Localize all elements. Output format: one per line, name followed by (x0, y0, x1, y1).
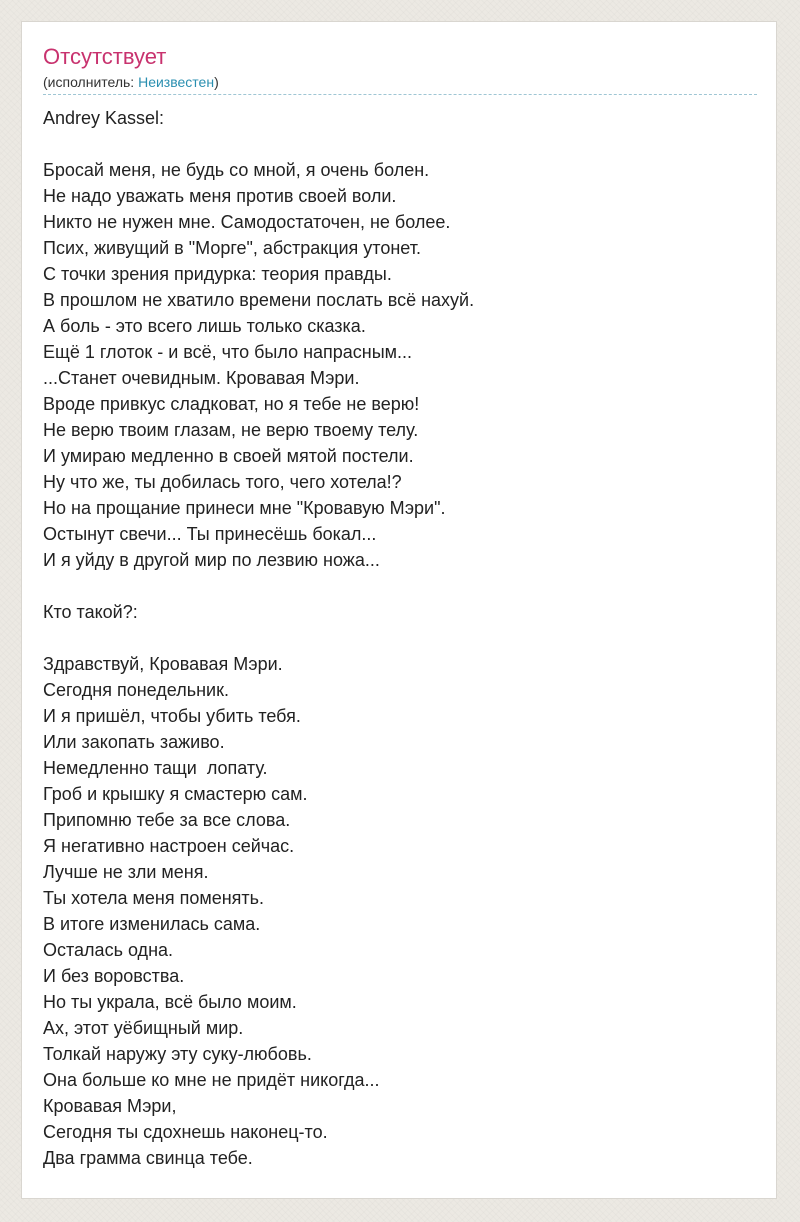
lyric-line: Псих, живущий в "Морге", абстракция утонет. (43, 238, 421, 258)
lyric-line: И я уйду в другой мир по лезвию ножа... (43, 550, 380, 570)
lyric-line: А боль - это всего лишь только сказка. (43, 316, 366, 336)
lyric-line: Никто не нужен мне. Самодостаточен, не более. (43, 212, 451, 232)
lyric-line: Немедленно тащи лопату. (43, 758, 268, 778)
lyric-line: Припомню тебе за все слова. (43, 810, 291, 830)
lyric-line: В прошлом не хватило времени послать всё нахуй. (43, 290, 475, 310)
lyrics-card (21, 21, 777, 1199)
lyric-line: Я негативно настроен сейчас. (43, 836, 295, 856)
lyric-line: И я пришёл, чтобы убить тебя. (43, 706, 301, 726)
lyric-line: Бросай меня, не будь со мной, я очень болен. (43, 160, 430, 180)
lyric-line: Ты хотела меня поменять. (43, 888, 265, 908)
lyric-line: Но ты украла, всё было моим. (43, 992, 297, 1012)
lyric-line: Толкай наружу эту суку-любовь. (43, 1044, 312, 1064)
header-divider (43, 94, 757, 95)
lyric-line: Но на прощание принеси мне "Кровавую Мэри". (43, 498, 446, 518)
lyric-line: Кровавая Мэри, (43, 1096, 177, 1116)
lyric-line: И без воровства. (43, 966, 185, 986)
lyric-line: Ну что же, ты добилась того, чего хотела!? (43, 472, 402, 492)
artist-prefix: (исполнитель: (43, 74, 139, 90)
lyrics-text (43, 105, 757, 1171)
lyric-line: Andrey Kassel: (43, 108, 165, 128)
artist-suffix: ) (214, 74, 219, 90)
lyric-line: Сегодня понедельник. (43, 680, 229, 700)
lyric-line: Ещё 1 глоток - и всё, что было напрасным... (43, 342, 413, 362)
lyric-line: Лучше не зли меня. (43, 862, 209, 882)
lyric-line: И умираю медленно в своей мятой постели. (43, 446, 414, 466)
lyric-line: ...Станет очевидным. Кровавая Мэри. (43, 368, 360, 388)
lyric-line: Сегодня ты сдохнешь наконец-то. (43, 1122, 328, 1142)
lyric-line: Здравствуй, Кровавая Мэри. (43, 654, 283, 674)
artist-link[interactable]: Неизвестен (138, 74, 215, 90)
lyric-line: Она больше ко мне не придёт никогда... (43, 1070, 380, 1090)
lyric-line: С точки зрения придурка: теория правды. (43, 264, 392, 284)
blank-line (43, 131, 757, 157)
blank-line (43, 625, 757, 651)
lyric-line: Или закопать заживо. (43, 732, 225, 752)
lyric-line: Кто такой?: (43, 602, 138, 622)
song-title: Отсутствует (43, 44, 167, 69)
lyric-line: Гроб и крышку я смастерю сам. (43, 784, 308, 804)
lyric-line: Не верю твоим глазам, не верю твоему телу. (43, 420, 419, 440)
lyric-line: В итоге изменилась сама. (43, 914, 261, 934)
artist-line (43, 73, 219, 91)
blank-line (43, 573, 757, 599)
lyric-line: Остынут свечи... Ты принесёшь бокал... (43, 524, 377, 544)
lyric-line: Не надо уважать меня против своей воли. (43, 186, 397, 206)
lyric-line: Вроде привкус сладковат, но я тебе не верю! (43, 394, 420, 414)
lyric-line: Осталась одна. (43, 940, 174, 960)
lyric-line: Ах, этот уёбищный мир. (43, 1018, 244, 1038)
lyric-line: Два грамма свинца тебе. (43, 1148, 253, 1168)
